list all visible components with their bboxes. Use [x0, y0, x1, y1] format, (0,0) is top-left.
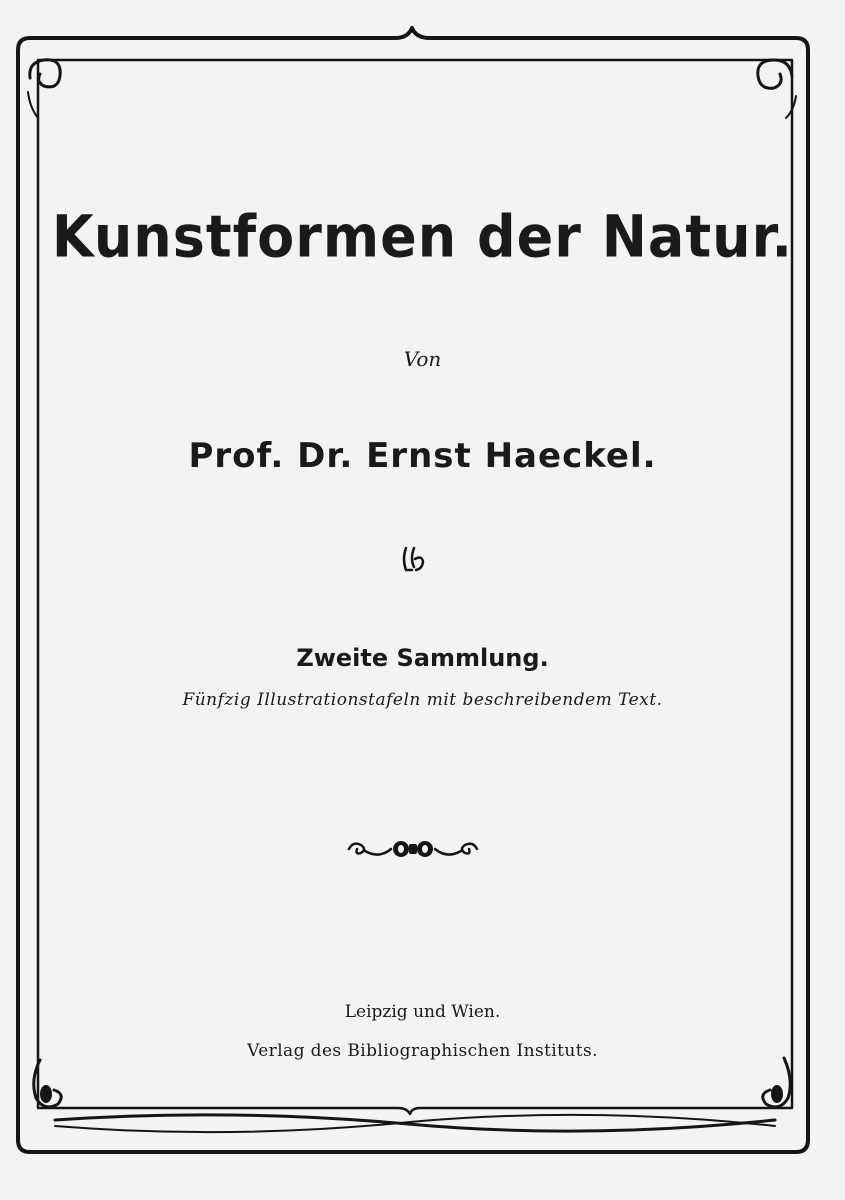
book-title: Kunstformen der Natur.	[51, 202, 794, 271]
corner-curl-tl	[30, 60, 60, 87]
subtitle-text: Fünfzig Illustrationstafeln mit beschreibendem Text.	[182, 690, 663, 710]
author-name: Prof. Dr. Ernst Haeckel.	[188, 436, 657, 476]
publisher-name: Verlag des Bibliographischen Instituts.	[247, 1041, 598, 1061]
publication-place: Leipzig und Wien.	[344, 1002, 501, 1022]
ornament-divider-icon	[345, 835, 481, 863]
by-line: Von	[403, 347, 442, 371]
collection-heading: Zweite Sammlung.	[296, 644, 549, 672]
corner-curl-tr	[758, 60, 792, 88]
frame-outer-line	[18, 28, 808, 1152]
monogram-icon	[400, 545, 426, 573]
